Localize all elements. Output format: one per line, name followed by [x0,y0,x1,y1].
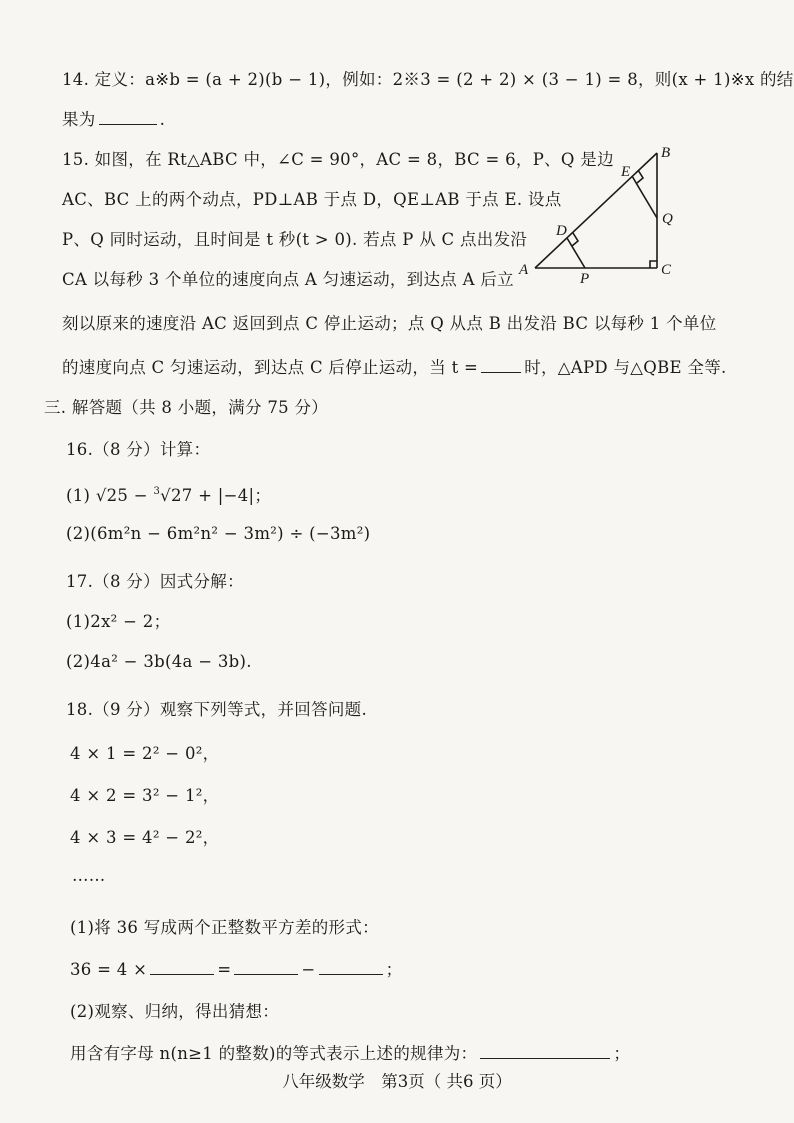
q18-sub1-eq-end: ； [385,960,403,979]
q14-answer-blank [99,123,157,125]
q18-sub1-eq-equals: = [217,960,232,979]
q15-line6-prefix: 的速度向点 C 匀速运动，到达点 C 后停止运动，当 t = [62,358,479,377]
label-e: E [621,164,631,180]
q18-equation3: 4 × 3 = 4² − 2²， [70,828,220,847]
q15-line1: 15. 如图，在 Rt△ABC 中，∠C = 90°，AC = 8，BC = 6，P、Q 是边 [62,150,614,169]
q15-line5: 刻以原来的速度沿 AC 返回到点 C 停止运动；点 Q 从点 B 出发沿 BC 以每秒 1 个单位 [62,314,717,333]
q18-blank-3 [319,973,383,975]
q15-answer-blank [481,371,521,373]
page-footer: 八年级数学 第3页（ 共6 页） [282,1072,512,1091]
q16-part2: (2)(6m²n − 6m²n² − 3m²) ÷ (−3m²) [66,524,371,543]
q15-line4: CA 以每秒 3 个单位的速度向点 A 匀速运动，到达点 A 后立 [62,270,514,289]
q14-line1: 14. 定义：a※b = (a + 2)(b − 1)，例如：2※3 = (2 + 2) × (3 − 1) = 8，则(x + 1)※x 的结 [62,70,794,89]
q18-sub1-equation [70,956,402,980]
q18-header: 18.（9 分）观察下列等式，并回答问题. [66,700,368,719]
q14-line2-prefix: 果为 [62,110,96,129]
q18-sub2-line-prefix: 用含有字母 n(n≥1 的整数)的等式表示上述的规律为： [70,1044,478,1063]
q18-ellipsis: …… [72,866,106,885]
q16-part1-suffix: √27 + |−4|； [160,486,272,505]
label-d: D [556,223,567,239]
right-angle-d [572,233,578,246]
q14-line2 [62,106,165,130]
q18-equation1: 4 × 1 = 2² − 0²， [70,744,220,763]
q15-line2: AC、BC 上的两个动点，PD⊥AB 于点 D，QE⊥AB 于点 E. 设点 [62,190,562,209]
q18-equation2: 4 × 2 = 3² − 1²， [70,786,220,805]
q18-blank-2 [234,973,298,975]
label-c: C [661,262,672,278]
q18-blank-1 [150,973,214,975]
q18-rule-blank [480,1057,610,1059]
q18-sub1: (1)将 36 写成两个正整数平方差的形式： [70,918,379,937]
label-q: Q [662,211,673,227]
triangle-figure [505,138,685,288]
q15-line6-suffix: 时，△APD 与△QBE 全等. [524,358,727,377]
label-a: A [519,262,529,278]
q18-sub2: (2)观察、归纳，得出猜想： [70,1002,280,1021]
q15-line3: P、Q 同时运动，且时间是 t 秒(t > 0). 若点 P 从 C 点出发沿 [62,230,528,249]
q18-sub2-line [70,1040,630,1064]
label-p: P [580,271,590,287]
q15-line6 [62,354,727,378]
q16-cube-root-index: 3 [153,486,161,497]
q17-header: 17.（8 分）因式分解： [66,572,244,591]
q18-sub1-eq-minus: − [301,960,316,979]
q18-sub2-line-end: ； [613,1044,631,1063]
right-angle-c [650,261,657,268]
q16-header: 16.（8 分）计算： [66,440,211,459]
label-b: B [661,145,671,161]
q18-sub1-eq-prefix: 36 = 4 × [70,960,148,979]
q17-part1: (1)2x² − 2； [66,612,171,631]
q17-part2: (2)4a² − 3b(4a − 3b). [66,652,252,671]
q14-line2-suffix: . [159,110,166,129]
q16-part1-prefix: (1) √25 − [66,486,154,505]
segment-qe [632,176,657,218]
q16-part1 [66,482,271,506]
section3-title: 三. 解答题（共 8 小题，满分 75 分） [44,398,329,417]
